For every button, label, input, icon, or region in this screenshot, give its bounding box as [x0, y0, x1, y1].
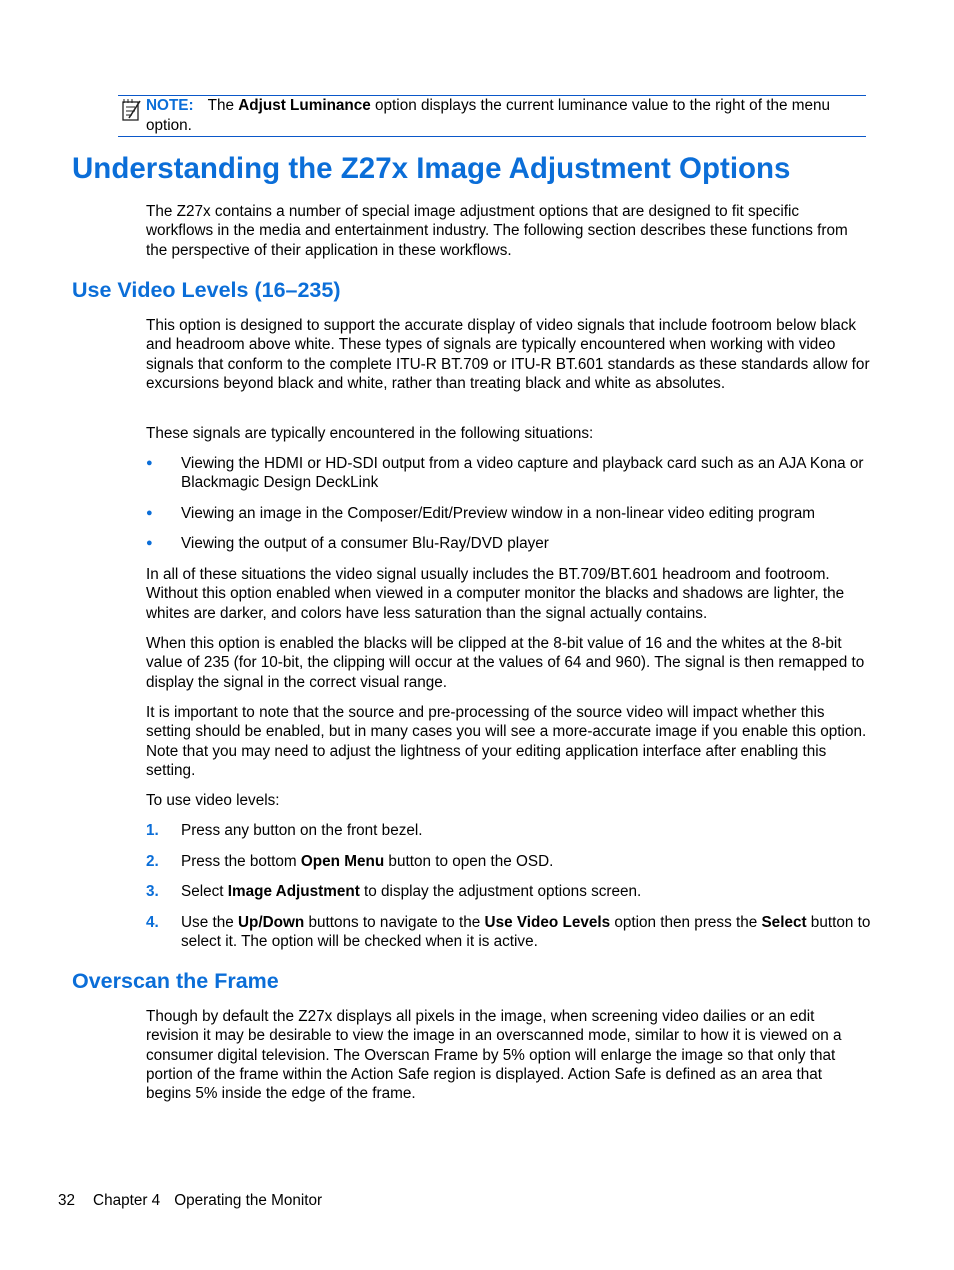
page-title: Understanding the Z27x Image Adjustment Options	[72, 152, 791, 185]
note-icon	[120, 98, 142, 122]
note-text	[146, 96, 866, 136]
video-levels-paragraph-1: This option is designed to support the accurate display of video signals that include footroom below black and headroom above white. These types of signals are typically encountered when working with video signals that conform to the complete ITU-R BT.709 or ITU-R BT.601 standards as these standards allow for excursions beyond black and white, rather than treating black and white as absolutes.	[146, 317, 870, 392]
note-bold: Adjust Luminance	[238, 97, 371, 114]
note-label: NOTE:	[146, 97, 194, 114]
note-box	[118, 95, 866, 137]
chapter-title: Operating the Monitor	[174, 1192, 323, 1209]
video-levels-paragraph-3: In all of these situations the video signal usually includes the BT.709/BT.601 headroom and footroom. Without this option enabled when viewed in a computer monitor the blacks and shadows are lighter, the whites are darker, and colors have less saturation than the signal actually contains.	[146, 566, 845, 622]
step-text: Press the bottom Open Menu button to open the OSD.	[181, 853, 554, 870]
video-levels-paragraph-5: It is important to note that the source and pre-processing of the source video will impact whether this setting should be enabled, but in many cases you will see a more-accurate image if you enable this option. Note that you may need to adjust the lightness of your editing application interface after enabling this setting.	[146, 704, 867, 779]
overscan-paragraph: Though by default the Z27x displays all pixels in the image, when screening video dailies or an edit revision it may be desirable to view the image in an overscanned mode, similar to how it is viewed on a consumer digital television. The Overscan Frame by 5% option will enlarge the image so that only that portion of the frame within the Action Safe region is displayed. Action Safe is defined as an area that begins 5% inside the edge of the frame.	[146, 1008, 842, 1103]
note-suffix: option displays the current luminance value to the right of the menu option.	[146, 97, 830, 134]
bullet-text: Viewing an image in the Composer/Edit/Preview window in a non-linear video editing program	[181, 505, 816, 522]
bullet-text: Viewing the output of a consumer Blu-Ray/DVD player	[181, 535, 549, 552]
step-number: 3.	[146, 883, 159, 900]
intro-paragraph: The Z27x contains a number of special image adjustment options that are designed to fit specific workflows in the media and entertainment industry. The following section describes these functions from the perspective of their application in these workflows.	[146, 203, 848, 259]
chapter-label: Chapter 4	[93, 1192, 161, 1209]
section-heading-video-levels: Use Video Levels (16–235)	[72, 278, 341, 302]
step-text: Use the Up/Down buttons to navigate to the Use Video Levels option then press the Select button to select it. The option will be checked when it is active.	[181, 914, 871, 951]
video-levels-paragraph-6: To use video levels:	[146, 792, 280, 809]
note-prefix: The	[207, 97, 239, 114]
section-heading-overscan: Overscan the Frame	[72, 969, 279, 993]
bullet-icon: ●	[146, 457, 153, 469]
step-number: 1.	[146, 822, 159, 839]
page-number: 32	[58, 1192, 76, 1209]
step-number: 4.	[146, 914, 159, 931]
video-levels-paragraph-4: When this option is enabled the blacks will be clipped at the 8-bit value of 16 and the whites at the 8-bit value of 235 (for 10-bit, the clipping will occur at the values of 64 and 960). The signal is then remapped to display the signal in the correct visual range.	[146, 635, 865, 691]
step-text: Press any button on the front bezel.	[181, 822, 423, 839]
bullet-icon: ●	[146, 507, 153, 519]
bullet-icon: ●	[146, 537, 153, 549]
step-text: Select Image Adjustment to display the adjustment options screen.	[181, 883, 642, 900]
page-footer	[58, 1192, 322, 1210]
bullet-text: Viewing the HDMI or HD-SDI output from a video capture and playback card such as an AJA Kona or Blackmagic Design DeckLink	[181, 455, 864, 492]
step-number: 2.	[146, 853, 159, 870]
video-levels-paragraph-2: These signals are typically encountered in the following situations:	[146, 425, 594, 442]
